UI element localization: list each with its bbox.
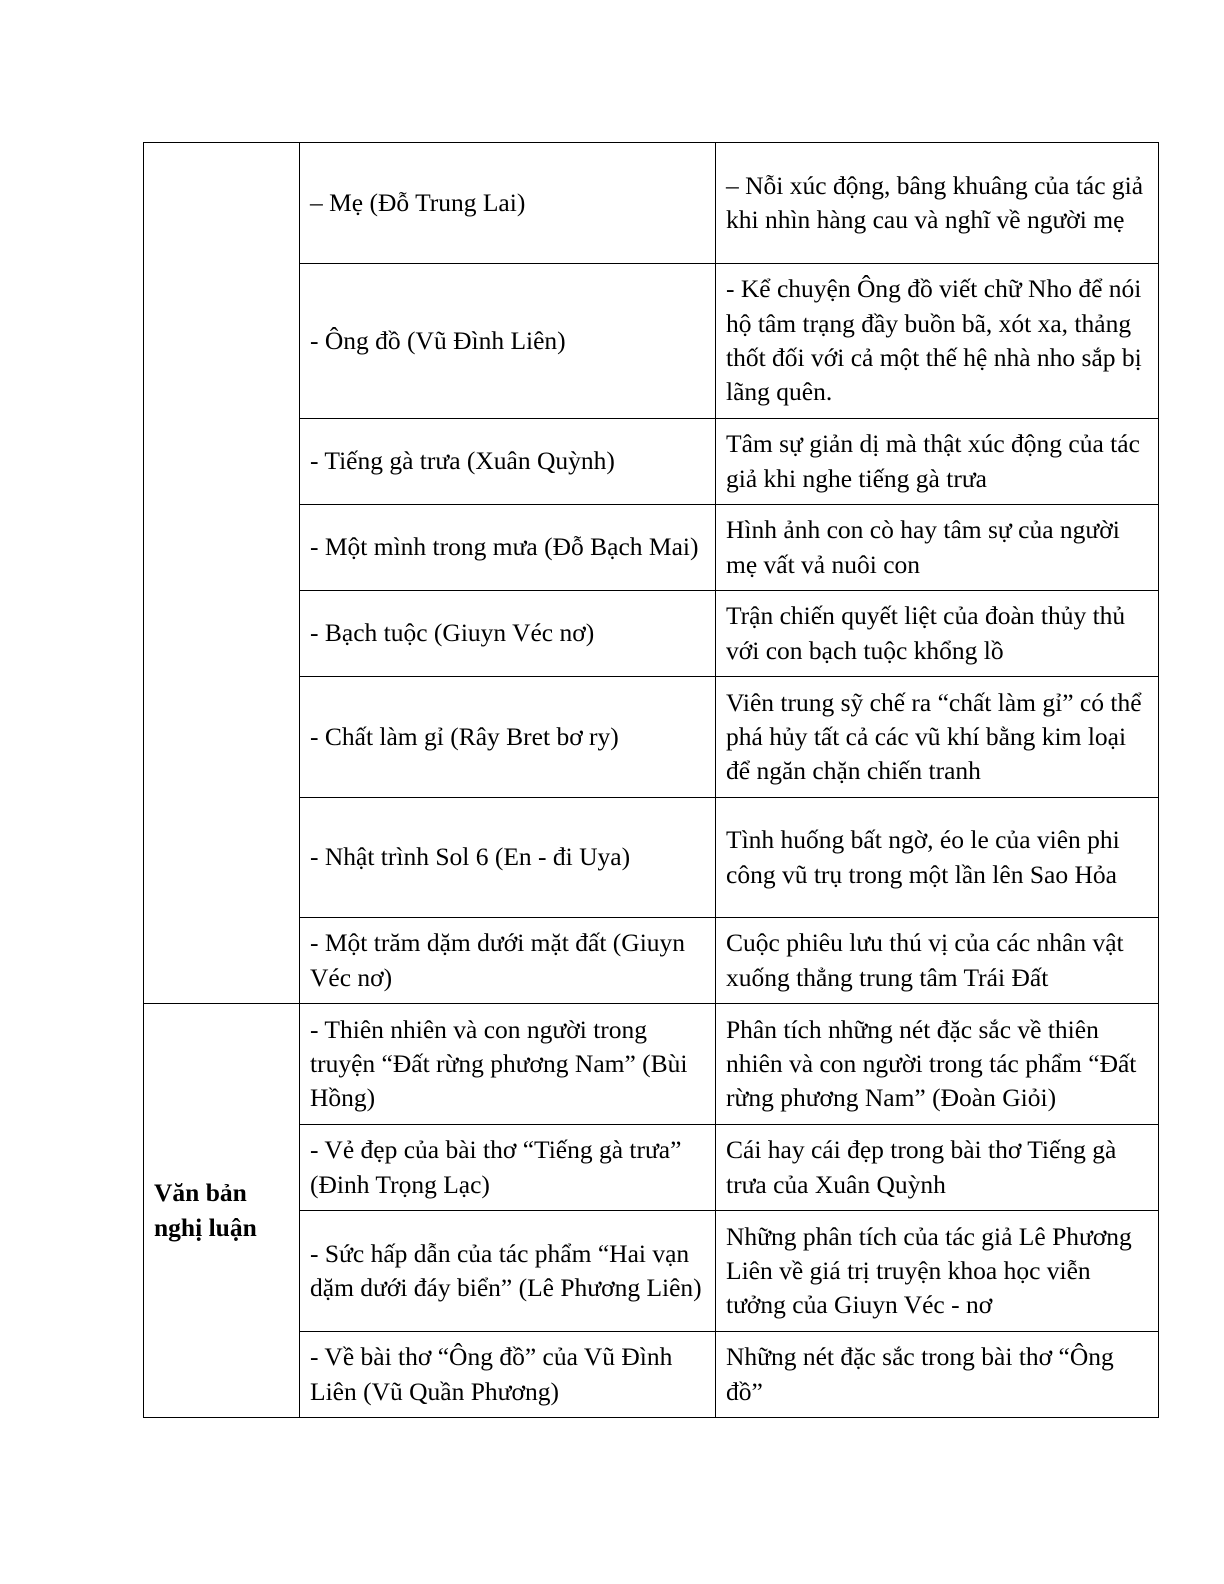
table-row bbox=[144, 143, 1159, 264]
work-content-cell: Những phân tích của tác giả Lê Phương Liên về giá trị truyện khoa học viễn tưởng của Giuyn Véc - nơ bbox=[716, 1211, 1159, 1332]
work-content-cell: Trận chiến quyết liệt của đoàn thủy thủ với con bạch tuộc khổng lồ bbox=[716, 591, 1159, 677]
work-title-cell: – Mẹ (Đỗ Trung Lai) bbox=[300, 143, 716, 264]
work-content-cell: Viên trung sỹ chế ra “chất làm gỉ” có thể phá hủy tất cả các vũ khí bằng kim loại để ngăn chặn chiến tranh bbox=[716, 677, 1159, 798]
work-title-cell: - Tiếng gà trưa (Xuân Quỳnh) bbox=[300, 419, 716, 505]
work-content-cell: Phân tích những nét đặc sắc về thiên nhiên và con người trong tác phẩm “Đất rừng phương Nam” (Đoàn Giỏi) bbox=[716, 1004, 1159, 1125]
work-title-cell: - Về bài thơ “Ông đồ” của Vũ Đình Liên (Vũ Quần Phương) bbox=[300, 1332, 716, 1418]
work-title-cell: - Một trăm dặm dưới mặt đất (Giuyn Véc nơ) bbox=[300, 918, 716, 1004]
work-content-cell: - Kể chuyện Ông đồ viết chữ Nho để nói hộ tâm trạng đầy buồn bã, xót xa, thảng thốt đối với cả một thế hệ nhà nho sắp bị lãng quên. bbox=[716, 264, 1159, 419]
work-content-cell: Hình ảnh con cò hay tâm sự của người mẹ vất vả nuôi con bbox=[716, 505, 1159, 591]
work-title-cell: - Thiên nhiên và con người trong truyện “Đất rừng phương Nam” (Bùi Hồng) bbox=[300, 1004, 716, 1125]
work-content-cell: Những nét đặc sắc trong bài thơ “Ông đồ” bbox=[716, 1332, 1159, 1418]
work-title-cell: - Vẻ đẹp của bài thơ “Tiếng gà trưa” (Đinh Trọng Lạc) bbox=[300, 1125, 716, 1211]
category-cell: Văn bản nghị luận bbox=[144, 1004, 300, 1418]
table-row bbox=[144, 1004, 1159, 1125]
work-content-cell: Cuộc phiêu lưu thú vị của các nhân vật xuống thẳng trung tâm Trái Đất bbox=[716, 918, 1159, 1004]
work-title-cell: - Nhật trình Sol 6 (En - đi Uya) bbox=[300, 798, 716, 918]
work-content-cell: Tâm sự giản dị mà thật xúc động của tác giả khi nghe tiếng gà trưa bbox=[716, 419, 1159, 505]
work-title-cell: - Một mình trong mưa (Đỗ Bạch Mai) bbox=[300, 505, 716, 591]
work-content-cell: Tình huống bất ngờ, éo le của viên phi công vũ trụ trong một lần lên Sao Hỏa bbox=[716, 798, 1159, 918]
work-title-cell: - Chất làm gỉ (Rây Bret bơ ry) bbox=[300, 677, 716, 798]
work-title-cell: - Bạch tuộc (Giuyn Véc nơ) bbox=[300, 591, 716, 677]
category-cell bbox=[144, 143, 300, 1004]
work-content-cell: – Nỗi xúc động, bâng khuâng của tác giả khi nhìn hàng cau và nghĩ về người mẹ bbox=[716, 143, 1159, 264]
work-content-cell: Cái hay cái đẹp trong bài thơ Tiếng gà trưa của Xuân Quỳnh bbox=[716, 1125, 1159, 1211]
work-title-cell: - Sức hấp dẫn của tác phẩm “Hai vạn dặm dưới đáy biển” (Lê Phương Liên) bbox=[300, 1211, 716, 1332]
work-title-cell: - Ông đồ (Vũ Đình Liên) bbox=[300, 264, 716, 419]
literature-table bbox=[143, 142, 1159, 1418]
